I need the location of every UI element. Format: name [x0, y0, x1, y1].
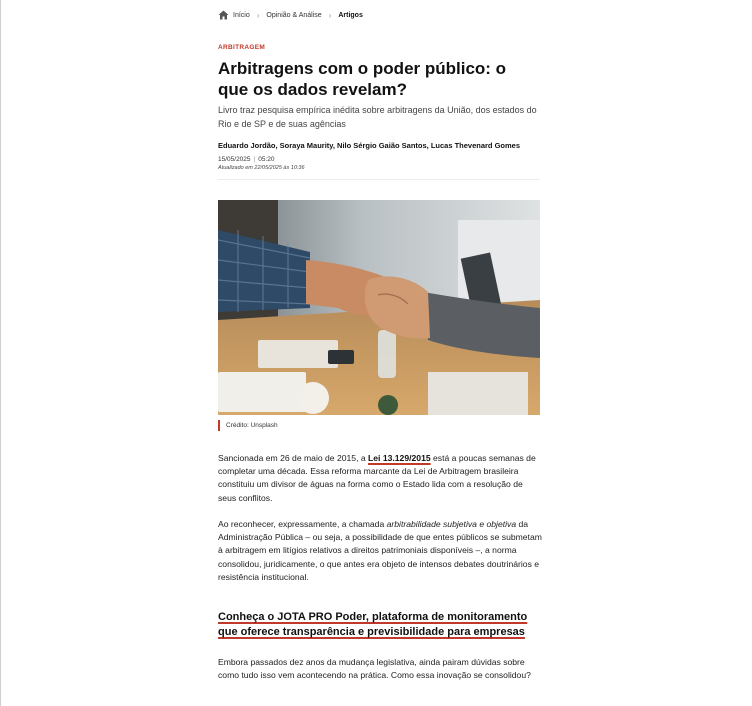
chevron-right-icon: ›	[256, 10, 260, 20]
divider	[218, 179, 540, 180]
article-image	[218, 200, 540, 415]
body-paragraph-3: Embora passados dez anos da mudança legislativa, ainda pairam dúvidas sobre como tudo isso vem acontecendo na prática. Como essa inovação se consolidou?	[218, 657, 531, 681]
image-caption: Crédito: Unsplash	[218, 420, 278, 431]
chevron-right-icon: ›	[328, 10, 332, 20]
p1-text-end: está a poucas semanas de completar uma década. Essa reforma marcante da Lei de Arbitragem brasileira constituiu um divisor de águas na forma como o Estado lida com a resolução de seus conflitos.	[218, 453, 536, 503]
home-icon[interactable]	[218, 10, 229, 20]
p2-text-start: Ao reconhecer, expressamente, a chamada	[218, 519, 387, 529]
publish-time: 05:20	[258, 156, 275, 163]
body-paragraph-2	[218, 518, 542, 584]
publish-date: 15/05/2025	[218, 156, 251, 163]
p2-emphasis: arbitrabilidade subjetiva e objetiva	[386, 519, 517, 529]
p2-text-end: da Administração Pública – ou seja, a possibilidade de que entes públicos se submetam à arbitragem em litígios relativos a direitos patrimoniais disponíveis –, a norma consolidou, juridicamente, o que antes era objeto de intensos debates doutrinários e resistência institucional.	[218, 519, 542, 582]
breadcrumb-section[interactable]: Opinião & Análise	[266, 11, 322, 19]
law-link[interactable]: Lei 13.129/2015	[368, 453, 431, 463]
article-date	[218, 156, 275, 163]
handshake-photo	[218, 200, 540, 415]
date-divider: |	[253, 156, 256, 163]
p1-text-start: Sancionada em 26 de maio de 2015, a	[218, 453, 369, 463]
article-category[interactable]: ARBITRAGEM	[218, 44, 266, 51]
updated-timestamp: Atualizado em 22/05/2025 às 10:36	[218, 165, 305, 171]
article-title: Arbitragens com o poder público: o que os dados revelam?	[218, 59, 507, 99]
breadcrumb-home[interactable]: Início	[233, 11, 250, 19]
promo-link[interactable]: Conheça o JOTA PRO Poder, plataforma de monitoramento que oferece transparência e previsibilidade para empresas	[218, 611, 528, 638]
article-authors[interactable]: Eduardo Jordão, Soraya Maurity, Nilo Sérgio Gaião Santos, Lucas Thevenard Gomes	[218, 141, 521, 150]
page-border	[0, 0, 1, 706]
breadcrumb-current[interactable]: Artigos	[338, 11, 363, 19]
breadcrumb	[218, 9, 363, 21]
article-subtitle: Livro traz pesquisa empírica inédita sobre arbitragens da União, dos estados do Rio e de SP e de suas agências	[218, 105, 537, 129]
body-paragraph-1	[218, 452, 542, 505]
